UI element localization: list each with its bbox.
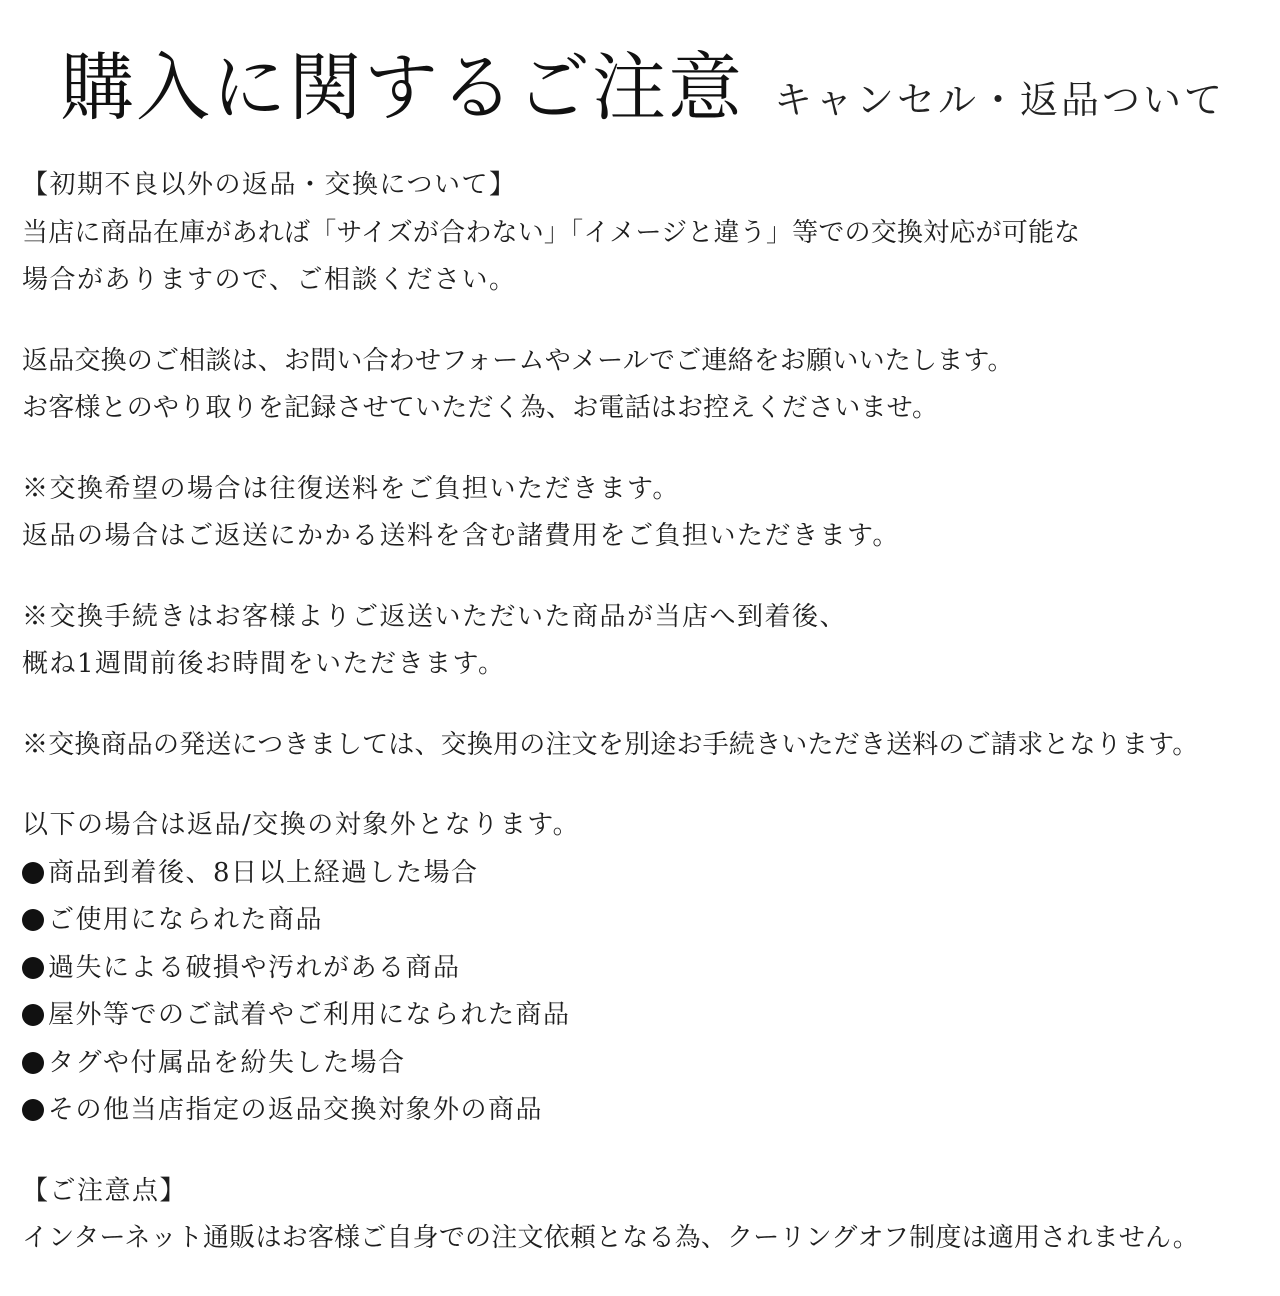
text-line: ※交換手続きはお客様よりご返送いただいた商品が当店へ到着後、 [22,601,848,632]
list-item [22,1087,1276,1135]
text-line: お客様とのやり取りを記録させていただく為、お電話はお控えくださいませ。 [22,393,939,423]
bullet-icon [22,1099,44,1121]
list-item-text: その他当店指定の返品交換対象外の商品 [48,1095,544,1125]
bullet-icon [22,1004,44,1026]
list-item [22,897,1276,945]
list-item-text: ご使用になられた商品 [48,905,324,935]
section-exchange-shipping [22,722,1276,770]
text-line: ※交換希望の場合は往復送料をご負担いただきます。 [22,473,680,504]
bullet-icon [22,909,44,931]
list-item [22,945,1276,993]
text-line: インターネット通販はお客様ご自身での注文依頼となる為、クーリングオフ制度は適用されません。 [22,1223,1199,1253]
notice-body [22,162,1276,1296]
bullet-icon [22,1052,44,1074]
header [60,38,1270,148]
list-item-text: タグや付属品を紛失した場合 [48,1047,406,1078]
list-item-text: 商品到着後、8日以上経過した場合 [48,857,479,888]
bullet-icon [22,862,44,884]
text-line: 概ね1週間前後お時間をいただきます。 [22,649,506,679]
section-cautions [22,1168,1276,1263]
list-item [22,992,1276,1040]
list-item [22,1040,1276,1088]
list-item [22,850,1276,898]
text-line: 返品の場合はご返送にかかる送料を含む諸費用をご負担いただきます。 [22,521,900,551]
section-shipping-cost [22,466,1276,561]
section-contact [22,338,1276,433]
section-exchange-policy [22,162,1276,305]
section-heading: 【ご注意点】 [22,1175,188,1206]
section-exclusions [22,802,1276,1135]
list-item-text: 屋外等でのご試着やご利用になられた商品 [48,1000,571,1030]
section-heading: 【初期不良以外の返品・交換について】 [22,170,517,200]
text-line: 返品交換のご相談は、お問い合わせフォームやメールでご連絡をお願いいたします。 [22,345,1014,376]
text-line: 場合がありますので、ご相談ください。 [22,265,517,295]
list-item-text: 過失による破損や汚れがある商品 [48,952,461,983]
section-procedure [22,594,1276,689]
page-title: 購入に関するご注意 [60,45,744,131]
text-line: 以下の場合は返品/交換の対象外となります。 [22,810,581,840]
page-subtitle: キャンセル・返品ついて [774,78,1226,122]
bullet-icon [22,957,44,979]
text-line: 当店に商品在庫があれば「サイズが合わない」「イメージと違う」等での交換対応が可能な [22,217,1081,248]
text-line: ※交換商品の発送につきましては、交換用の注文を別途お手続きいただき送料のご請求となります。 [22,729,1199,760]
